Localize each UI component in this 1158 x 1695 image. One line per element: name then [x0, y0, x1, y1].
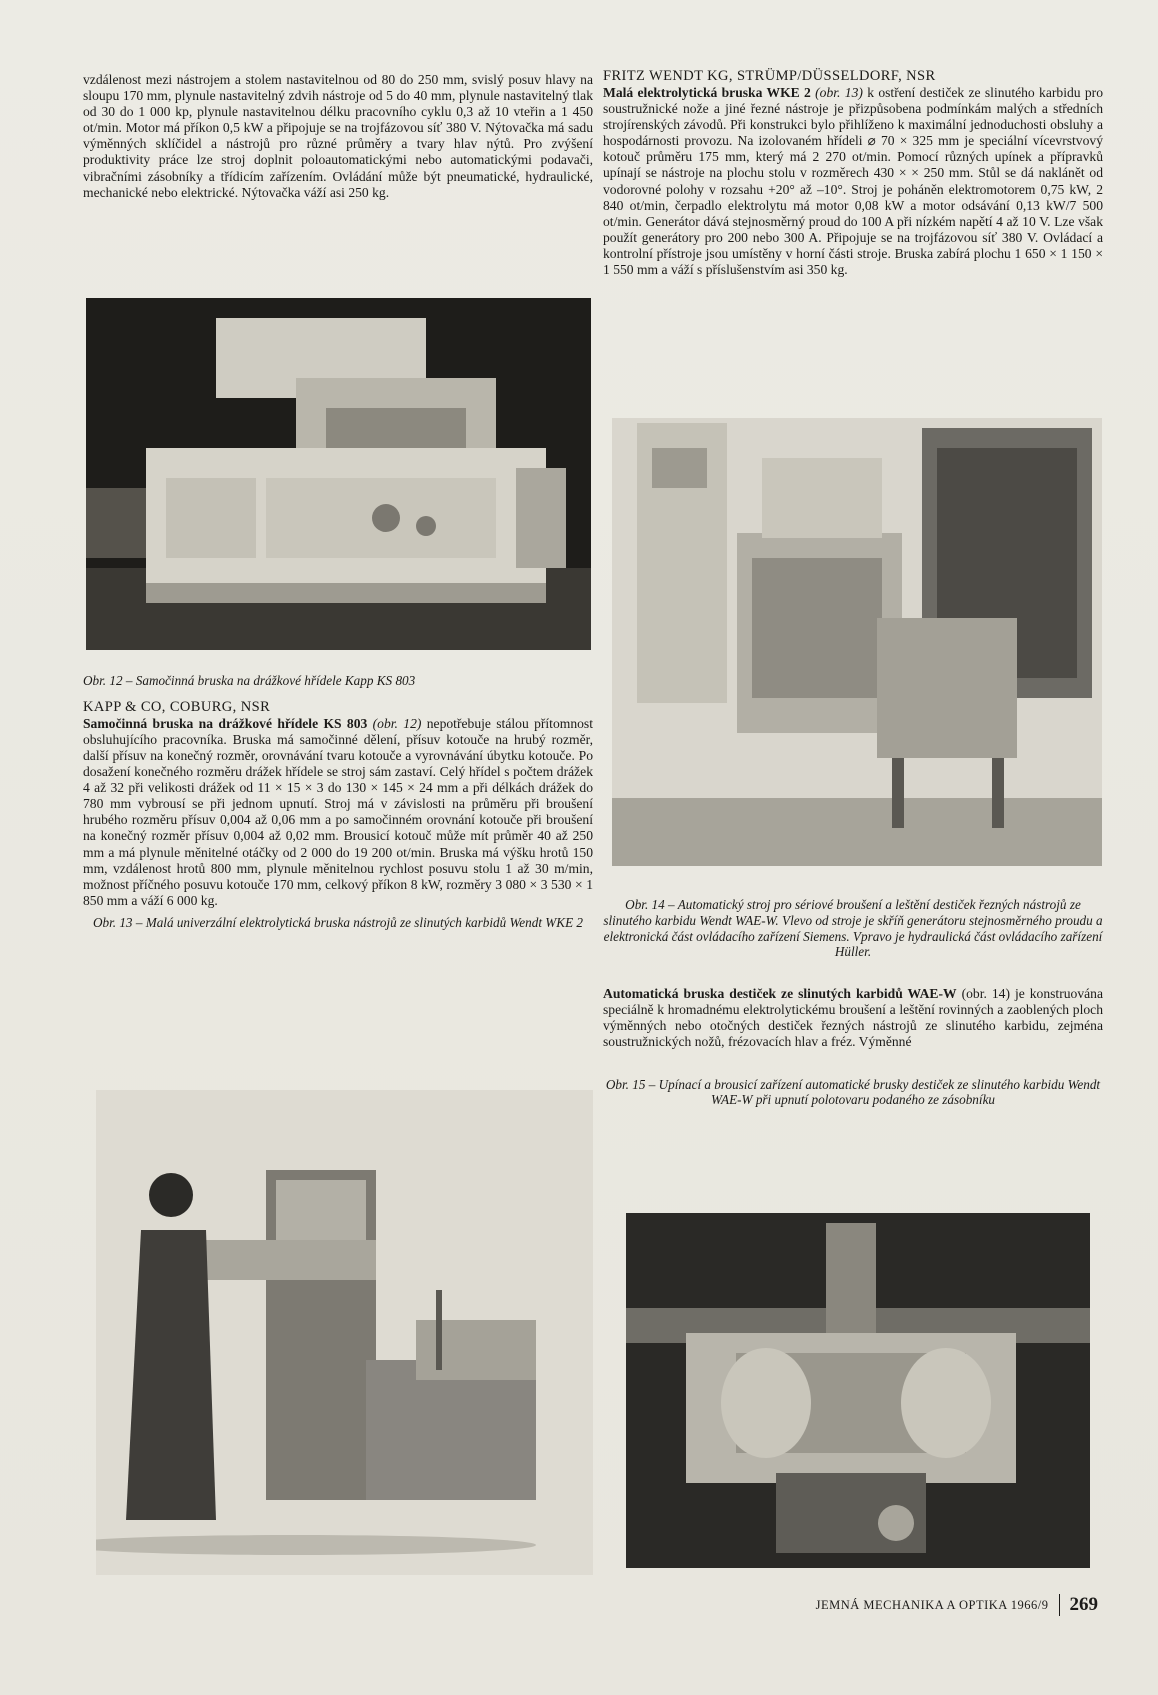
footer-divider: [1059, 1594, 1060, 1616]
journal-name: JEMNÁ MECHANIKA A OPTIKA 1966/9: [815, 1597, 1049, 1612]
wendt-heading: FRITZ WENDT KG, STRÜMP/DÜSSELDORF, NSR: [603, 68, 936, 84]
page-number: 269: [1069, 1594, 1098, 1615]
figure-15-caption: Obr. 15 – Upínací a brousicí zařízení automatické brusky destiček ze slinutého karbidu Wendt WAE-W při upnutí polotovaru podaného ze zásobníku: [605, 1076, 1101, 1108]
wendt-paragraph: [603, 85, 1103, 278]
figure-15-photo: [626, 1213, 1090, 1568]
figure-14-caption: Obr. 14 – Automatický stroj pro sériové broušení a leštění destiček řezných nástrojů ze slinutého karbidu Wendt WAE-W. Vlevo od stroje je skříň generátoru stejnosměrného proudu a elektronická část ovládacího zařízení Siemens. Vpravo je hydraulická část ovládacího zařízení Hüller.: [603, 897, 1103, 960]
wendt-lead-ref: (obr. 13): [810, 85, 863, 100]
figure-13-photo: [96, 1090, 593, 1575]
intro-paragraph: vzdálenost mezi nástrojem a stolem nastavitelnou od 80 do 250 mm, svislý posuv hlavy na sloupu 170 mm, plynule nastavitelný zdvih nástroje od 5 do 40 mm, plynule nastavitelný tlak od 30 do 1 000 kp, plynule nastavitelnou délku pracovního cyklu 0,3 až 10 vteřin a 1 450 ot/min. Motor má příkon 0,5 kW a připojuje se na trojfázovou síť 380 V. Nýtovačka má sadu výměnných sklíčidel a nástrojů pro různé průměry a tvary hlav nýtů. Pro zvýšení produktivity práce lze stroj doplnit poloautomatickými nebo automatickými podavači, vibračními zásobníky a třídicím zařízením. Ovládání může být pneumatické, hydraulické, mechanické nebo elektrické. Nýtovačka váží asi 250 kg.: [83, 72, 593, 200]
wae-body: (obr. 14) je konstruována speciálně k hromadnému elektrolytickému broušení a leštění rovinných a zaoblených ploch výměnných nebo otočných destiček řezných nástrojů ze slinutého karbidu, zejména soustružnických nožů, frézovacích hlav a fréz. Výměnné: [603, 986, 1103, 1050]
wendt-lead: Malá elektrolytická bruska WKE 2: [603, 85, 811, 100]
wae-paragraph: [603, 986, 1103, 1050]
kapp-body: nepotřebuje stálou přítomnost obsluhujícího pracovníka. Bruska má samočinné dělení, přísuv kotouče na hrubý rozměr, další přísuv na konečný rozměr, orovnávání tvaru kotouče a vyrovnávání úbytku kotouče. Po dosažení konečného rozměru drážek hřídele se stroj sám zastaví. Celý hřídel s počtem drážek 4 až 32 při velikosti drážek od 11 × 15 × 3 do 130 × 145 × 24 mm a při délkách drážek do 780 mm vybrousí se při jednom upnutí. Stroj má v závislosti na průměru při broušení hrubého rozměru přísuv 0,004 až 0,06 mm a po samočinném orovnání kotouče při broušení na konečný rozměr přísuv 0,004 až 0,02 mm. Brousicí kotouč může mít průměr 40 až 250 mm a má plynule měnitelné otáčky od 2 000 do 19 200 ot/min. Bruska má výšku hrotů 150 mm, vzdálenost hrotů 800 mm, plynule měnitelnou rychlost posuvu stolu 1 až 30 m/min, možnost příčného posuvu kotouče 170 mm, celkový příkon 8 kW, rozměry 3 080 × 3 530 × 1 850 mm a váží 6 000 kg.: [83, 715, 593, 908]
wendt-body: k ostření destiček ze slinutého karbidu pro soustružnické nože a jiné řezné nástroje je přizpůsobena podmínkám malých a středních strojírenských závodů. Při konstrukci bylo přihlíženo k maximální jednoduchosti obsluhy a hospodárnosti provozu. Na izolovaném hřídeli ⌀ 70 × 325 mm je speciální vícevrstvový kotouč průměru 175 mm, který má 2 270 ot/min. Pomocí různých upínek a přípravků upínají se nástroje na plochu stolu v rozměrech 430 × × 250 mm. Stůl se dá naklánět od vodorovné polohy v rozsahu +20° až –10°. Stroj je poháněn elektromotorem 0,75 kW, 2 840 ot/min, čerpadlo elektrolytu má motor 0,08 kW a motor odsávání 0,13 kW/7 500 ot/min. Generátor dává stejnosměrný proud do 100 A při nízkém napětí 4 až 10 V. Lze však použít generátory pro 200 nebo 300 A. Připojuje se na trojfázovou síť 380 V. Ovládací a kontrolní přístroje jsou umístěny v horní části stroje. Bruska zabírá plochu 1 650 × 1 150 × 1 550 mm a váží s příslušenstvím asi 350 kg.: [603, 85, 1103, 278]
left-column-text-mid: [83, 673, 593, 931]
kapp-heading: KAPP & CO, COBURG, NSR: [83, 698, 271, 715]
figure-12-caption: Obr. 12 – Samočinná bruska na drážkové hřídele Kapp KS 803: [83, 673, 416, 688]
right-column-text-bottom: [603, 897, 1103, 1108]
wae-lead: Automatická bruska destiček ze slinutých karbidů WAE-W: [603, 986, 957, 1002]
right-column-text-top: [603, 68, 1103, 278]
left-column-text-top: [83, 72, 593, 201]
figure-12-photo: [86, 298, 591, 650]
figure-13-caption: Obr. 13 – Malá univerzální elektrolytická bruska nástrojů ze slinutých karbidů Wendt WKE 2: [92, 914, 584, 930]
kapp-lead: Samočinná bruska na drážkové hřídele KS 803: [83, 715, 368, 731]
kapp-lead-ref: (obr. 12): [367, 715, 422, 731]
kapp-paragraph: [83, 716, 593, 909]
page-footer: [816, 1594, 1098, 1616]
figure-14-photo: [612, 418, 1102, 866]
